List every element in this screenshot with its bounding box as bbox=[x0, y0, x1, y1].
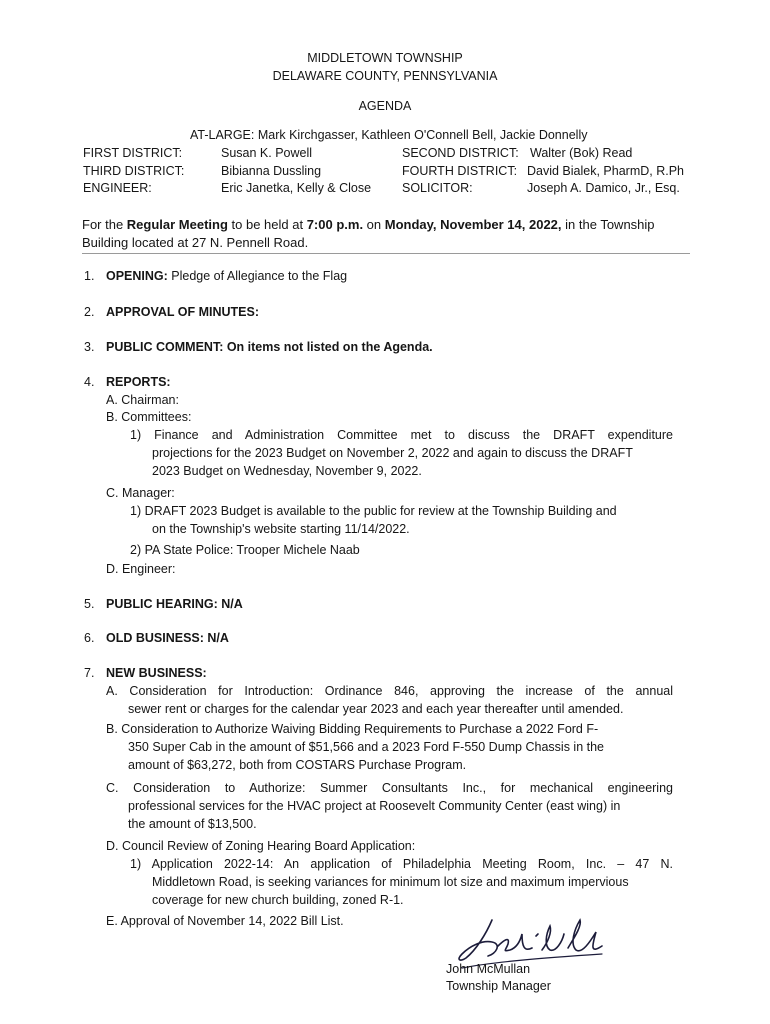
new-business-c-cont: professional services for the HVAC project at Roosevelt Community Center (east wing) in bbox=[128, 799, 621, 813]
meeting-date: Monday, November 14, 2022, bbox=[384, 217, 562, 232]
new-business-b: B. Consideration to Authorize Waiving Bidding Requirements to Purchase a 2022 Ford F- bbox=[106, 722, 599, 736]
agenda-title: AGENDA bbox=[358, 99, 412, 113]
new-business-c-cont: the amount of $13,500. bbox=[128, 817, 257, 831]
fourth-district-label: FOURTH DISTRICT: bbox=[402, 164, 518, 178]
second-district-name: Walter (Bok) Read bbox=[530, 146, 633, 160]
report-manager: C. Manager: bbox=[106, 486, 175, 500]
meeting-text-2: to be held at bbox=[227, 217, 307, 232]
item-number: 5. bbox=[84, 597, 95, 611]
item-number: 3. bbox=[84, 340, 95, 354]
solicitor-label: SOLICITOR: bbox=[402, 181, 473, 195]
item-number: 4. bbox=[84, 375, 95, 389]
second-district-label: SECOND DISTRICT: bbox=[402, 146, 519, 160]
item-number: 2. bbox=[84, 305, 95, 319]
new-business-d: D. Council Review of Zoning Hearing Board Application: bbox=[106, 839, 416, 853]
engineer-name: Eric Janetka, Kelly & Close bbox=[221, 181, 372, 195]
meeting-text-3: on bbox=[363, 217, 385, 232]
item-approval-of-minutes: APPROVAL OF MINUTES: bbox=[106, 305, 260, 319]
report-manager-2: 2) PA State Police: Trooper Michele Naab bbox=[130, 543, 360, 557]
report-manager-1-cont: on the Township's website starting 11/14/2022. bbox=[152, 522, 410, 536]
new-business-b-cont: 350 Super Cab in the amount of $51,566 and a 2023 Ford F-550 Dump Chassis in the bbox=[128, 740, 604, 754]
report-chairman: A. Chairman: bbox=[106, 393, 179, 407]
county-name: DELAWARE COUNTY, PENNSYLVANIA bbox=[272, 69, 498, 83]
item-heading: OPENING: bbox=[106, 269, 168, 283]
item-number: 7. bbox=[84, 666, 95, 680]
report-committees-1-cont: 2023 Budget on Wednesday, November 9, 2022. bbox=[152, 464, 422, 478]
new-business-d-1-cont: Middletown Road, is seeking variances for minimum lot size and maximum impervious bbox=[152, 875, 629, 889]
report-committees-1-cont: projections for the 2023 Budget on November 2, 2022 and again to discuss the DRAFT bbox=[152, 446, 633, 460]
item-opening bbox=[106, 269, 347, 283]
item-public-comment: PUBLIC COMMENT: On items not listed on the Agenda. bbox=[106, 340, 433, 354]
meeting-time: 7:00 p.m. bbox=[306, 217, 364, 232]
item-old-business: OLD BUSINESS: N/A bbox=[106, 631, 229, 645]
report-engineer: D. Engineer: bbox=[106, 562, 176, 576]
meeting-text-1: For the bbox=[82, 217, 127, 232]
solicitor-name: Joseph A. Damico, Jr., Esq. bbox=[527, 181, 680, 195]
signatory-name: John McMullan bbox=[446, 962, 531, 976]
report-committees: B. Committees: bbox=[106, 410, 192, 424]
meeting-location: Building located at 27 N. Pennell Road. bbox=[82, 235, 309, 250]
fourth-district-name: David Bialek, PharmD, R.Ph bbox=[527, 164, 685, 178]
township-name: MIDDLETOWN TOWNSHIP bbox=[307, 51, 463, 65]
first-district-label: FIRST DISTRICT: bbox=[83, 146, 183, 160]
item-text: Pledge of Allegiance to the Flag bbox=[167, 269, 348, 283]
first-district-name: Susan K. Powell bbox=[221, 146, 313, 160]
at-large-members: AT-LARGE: Mark Kirchgasser, Kathleen O'Connell Bell, Jackie Donnelly bbox=[190, 128, 588, 142]
new-business-d-1-cont: coverage for new church building, zoned R-1. bbox=[152, 893, 404, 907]
new-business-a: A. Consideration for Introduction: Ordinance 846, approving the increase of the annual bbox=[106, 684, 673, 698]
item-reports: REPORTS: bbox=[106, 375, 171, 389]
report-committees-1: 1) Finance and Administration Committee met to discuss the DRAFT expenditure bbox=[130, 428, 673, 442]
signatory-title: Township Manager bbox=[446, 979, 551, 993]
new-business-b-cont: amount of $63,272, both from COSTARS Purchase Program. bbox=[128, 758, 467, 772]
item-number: 1. bbox=[84, 269, 95, 283]
report-manager-1: 1) DRAFT 2023 Budget is available to the public for review at the Township Building and bbox=[130, 504, 617, 518]
item-public-hearing: PUBLIC HEARING: N/A bbox=[106, 597, 243, 611]
new-business-a-cont: sewer rent or charges for the calendar year 2023 and each year thereafter until amended. bbox=[128, 702, 624, 716]
third-district-label: THIRD DISTRICT: bbox=[83, 164, 185, 178]
third-district-name: Bibianna Dussling bbox=[221, 164, 322, 178]
new-business-e: E. Approval of November 14, 2022 Bill List. bbox=[106, 914, 344, 928]
header-divider bbox=[82, 253, 690, 254]
new-business-c: C. Consideration to Authorize: Summer Consultants Inc., for mechanical engineering bbox=[106, 781, 673, 795]
engineer-label: ENGINEER: bbox=[83, 181, 152, 195]
item-number: 6. bbox=[84, 631, 95, 645]
meeting-type: Regular Meeting bbox=[126, 217, 228, 232]
meeting-text-4: in the Township bbox=[561, 217, 655, 232]
new-business-d-1: 1) Application 2022-14: An application of Philadelphia Meeting Room, Inc. – 47 N. bbox=[130, 857, 673, 871]
item-new-business: NEW BUSINESS: bbox=[106, 666, 207, 680]
meeting-description bbox=[82, 217, 655, 232]
